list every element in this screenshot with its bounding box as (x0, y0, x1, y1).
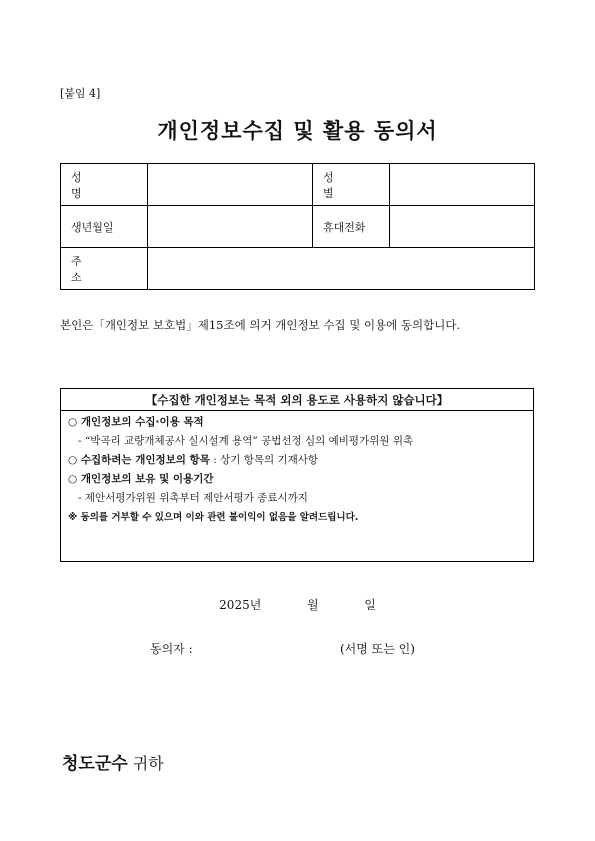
address-field[interactable] (148, 248, 535, 290)
recipient-suffix: 귀하 (132, 754, 164, 773)
recipient-org: 청도군수 (62, 754, 128, 774)
refusal-note: ※ 동의를 거부할 수 있으며 이와 관련 불이익이 없음을 알려드립니다. (68, 512, 359, 523)
items-text: : 상기 항목의 기재사항 (213, 454, 319, 466)
signature-hint: (서명 또는 인) (340, 642, 415, 656)
birth-field[interactable] (148, 206, 313, 248)
name-label: 성 명 (61, 164, 148, 206)
purpose-text: - “박곡리 교량개체공사 실시설계 용역” 공법선정 심의 예비평가위원 위촉 (78, 435, 414, 447)
name-field[interactable] (148, 164, 313, 206)
retention-title: ○ 개인정보의 보유 및 이용기간 (68, 473, 214, 485)
date-line (0, 596, 595, 613)
table-row (61, 164, 535, 206)
notice-body (68, 413, 526, 527)
gender-field[interactable] (390, 164, 535, 206)
gender-label: 성 별 (313, 164, 390, 206)
recipient (62, 749, 164, 774)
date-month: 월 (306, 598, 319, 612)
birth-label: 생년월일 (61, 206, 148, 248)
table-row (61, 206, 535, 248)
address-label: 주 소 (61, 248, 148, 290)
retention-text: - 제안서평가위원 위촉부터 제안서평가 종료시까지 (78, 492, 308, 504)
table-row (61, 248, 535, 290)
notice-box (60, 388, 534, 562)
purpose-title: ○ 개인정보의 수집·이용 목적 (68, 416, 204, 428)
phone-label: 휴대전화 (313, 206, 390, 248)
date-day: 일 (364, 598, 376, 612)
personal-info-table (60, 163, 535, 290)
signer-label: 동의자 : (150, 642, 193, 656)
items-line (68, 451, 526, 470)
page-title: 개인정보수집 및 활용 동의서 (157, 119, 438, 143)
items-title: ○ 수집하려는 개인정보의 항목 (68, 454, 210, 466)
consent-statement: 본인은「개인정보 보호법」제15조에 의거 개인정보 수집 및 이용에 동의합니다. (60, 318, 461, 332)
notice-header: 【수집한 개인정보는 목적 외의 용도로 사용하지 않습니다】 (145, 393, 449, 407)
notice-divider (61, 410, 533, 411)
attachment-label: [붙임 4] (60, 87, 101, 100)
date-year: 2025년 (219, 598, 262, 612)
phone-field[interactable] (390, 206, 535, 248)
